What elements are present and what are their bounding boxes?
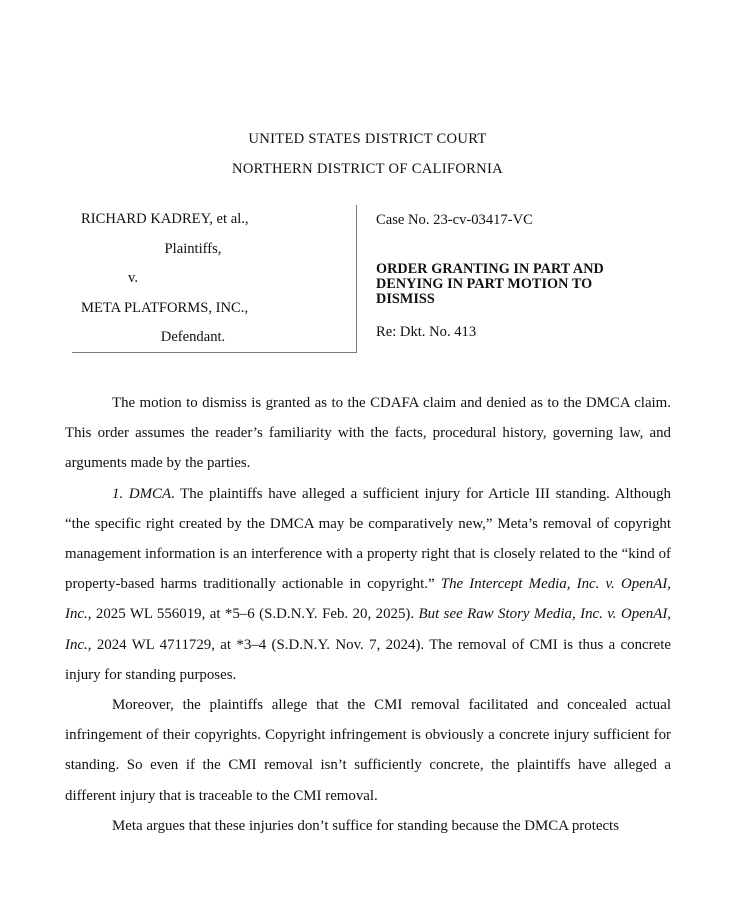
order-title (376, 262, 676, 306)
order-title-line-3: DISMISS (376, 290, 435, 307)
citation-raw-story-media: But see Raw Story Media, Inc. v. OpenAI, Inc. (65, 606, 671, 653)
defendant-name: META PLATFORMS, INC., (81, 299, 249, 316)
body-paragraph-3: Moreover, the plaintiffs allege that the CMI removal facilitated and concealed actual infringement of their copyrights. Copyright infringement is obviously a concrete injury sufficient for standing. So even if the CMI removal isn’t sufficiently concrete, the plaintiffs have alleged a different injury that is traceable to the CMI removal. (65, 697, 671, 804)
order-body (65, 388, 671, 841)
dmca-section-heading: 1. DMCA (112, 485, 172, 502)
case-number: Case No. 23-cv-03417-VC (376, 212, 533, 228)
docket-reference: Re: Dkt. No. 413 (376, 324, 477, 341)
plaintiff-name: RICHARD KADREY, et al., (81, 211, 249, 227)
citation-intercept-media: The Intercept Media, Inc. v. OpenAI, Inc. (65, 576, 672, 623)
caption-right-column (376, 210, 676, 342)
court-district-line: NORTHERN DISTRICT OF CALIFORNIA (231, 161, 503, 177)
court-name-line: UNITED STATES DISTRICT COURT (248, 131, 487, 147)
body-paragraph-1: The motion to dismiss is granted as to the CDAFA claim and denied as to the DMCA claim. This order assumes the reader’s familiarity with the facts, procedural history, governing law, and arguments made by the parties. (65, 395, 671, 472)
order-title-line-2: DENYING IN PART MOTION TO (376, 275, 593, 292)
body-paragraph-4: Meta argues that these injuries don’t suffice for standing because the DMCA protects (112, 817, 619, 834)
versus-label: v. (128, 270, 138, 286)
order-title-line-1: ORDER GRANTING IN PART AND (376, 261, 604, 277)
plaintiff-role-label: Plaintiffs, (164, 240, 222, 257)
paragraph-2-segment-3: , 2024 WL 4711729, at *3–4 (S.D.N.Y. Nov. 7, 2024). The removal of CMI is thus a concrete injury for standing purposes. (65, 636, 671, 683)
case-caption-block (72, 205, 357, 353)
paragraph-2-segment-1: . The plaintiffs have alleged a sufficient injury for Article III standing. Although “the specific right created by the DMCA may be comparatively new,” Meta’s removal of copyright management information is an interference with a property right that is closely related to the “kind of property-based harms traditionally actionable in copyright.” (65, 485, 671, 593)
court-heading (0, 124, 735, 184)
body-paragraph-2 (65, 479, 671, 690)
paragraph-2-segment-2: , 2025 WL 556019, at *5–6 (S.D.N.Y. Feb. 20, 2025). (87, 606, 419, 623)
defendant-role-label: Defendant. (160, 329, 226, 345)
